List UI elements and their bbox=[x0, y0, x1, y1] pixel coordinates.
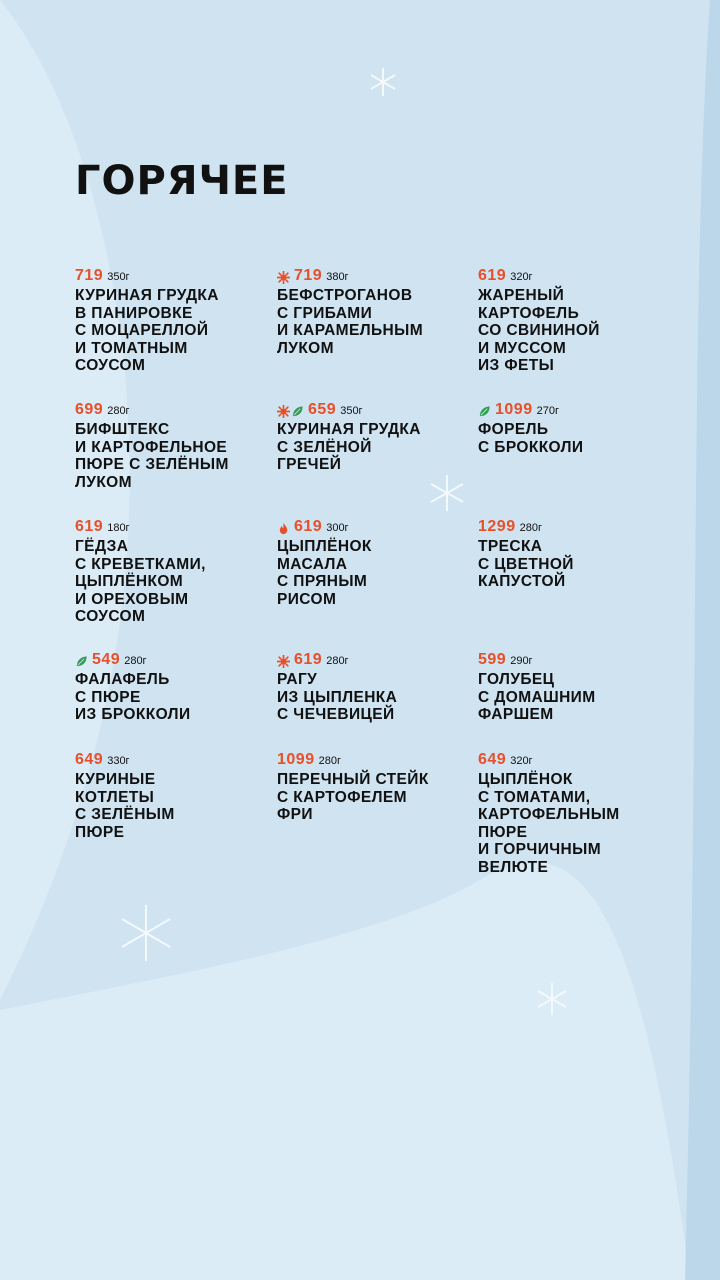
price: 649 bbox=[478, 751, 507, 768]
weight: 280г bbox=[519, 522, 542, 534]
weight: 320г bbox=[510, 271, 533, 283]
weight: 290г bbox=[510, 655, 533, 667]
price: 599 bbox=[478, 651, 507, 668]
leaf-icon bbox=[291, 405, 304, 418]
dish-name: ГОЛУБЕЦ С ДОМАШНИМ ФАРШЕМ bbox=[478, 671, 596, 724]
price: 719 bbox=[75, 267, 104, 284]
price: 619 bbox=[294, 518, 323, 535]
menu-item bbox=[75, 401, 265, 491]
price: 649 bbox=[75, 751, 104, 768]
leaf-icon bbox=[478, 405, 491, 418]
menu-item bbox=[277, 751, 467, 824]
dish-name: ФОРЕЛЬ С БРОККОЛИ bbox=[478, 421, 584, 456]
menu-item bbox=[75, 267, 265, 375]
weight: 280г bbox=[124, 655, 147, 667]
price: 719 bbox=[294, 267, 323, 284]
weight: 330г bbox=[107, 755, 130, 767]
dish-name: ФАЛАФЕЛЬ С ПЮРЕ ИЗ БРОККОЛИ bbox=[75, 671, 191, 724]
weight: 320г bbox=[510, 755, 533, 767]
weight: 300г bbox=[326, 522, 349, 534]
menu-item bbox=[478, 651, 668, 724]
weight: 280г bbox=[107, 405, 130, 417]
leaf-icon bbox=[75, 655, 88, 668]
dish-name: ТРЕСКА С ЦВЕТНОЙ КАПУСТОЙ bbox=[478, 538, 574, 591]
sun-icon bbox=[277, 405, 290, 418]
dish-name: РАГУ ИЗ ЦЫПЛЕНКА С ЧЕЧЕВИЦЕЙ bbox=[277, 671, 398, 724]
menu-item bbox=[277, 267, 467, 357]
menu-item bbox=[75, 518, 265, 626]
menu-item bbox=[75, 651, 265, 724]
bottom-light-wave bbox=[0, 862, 690, 1280]
diet-icons bbox=[277, 655, 290, 668]
snowflake-icon bbox=[431, 475, 463, 511]
flame-icon bbox=[277, 522, 290, 535]
menu-item bbox=[478, 267, 668, 375]
right-edge-band bbox=[685, 0, 720, 1280]
dish-name: КУРИНЫЕ КОТЛЕТЫ С ЗЕЛЁНЫМ ПЮРЕ bbox=[75, 771, 175, 841]
weight: 180г bbox=[107, 522, 130, 534]
dish-name: ЦЫПЛЁНОК С ТОМАТАМИ, КАРТОФЕЛЬНЫМ ПЮРЕ И ГОРЧИЧНЫМ ВЕЛЮТЕ bbox=[478, 771, 620, 876]
snowflake-icon bbox=[371, 68, 395, 96]
price: 619 bbox=[75, 518, 104, 535]
menu-item bbox=[277, 401, 467, 474]
weight: 270г bbox=[536, 405, 559, 417]
dish-name: ЖАРЕНЫЙ КАРТОФЕЛЬ СО СВИНИНОЙ И МУССОМ ИЗ ФЕТЫ bbox=[478, 287, 600, 375]
price: 699 bbox=[75, 401, 104, 418]
price: 1299 bbox=[478, 518, 516, 535]
sun-icon bbox=[277, 271, 290, 284]
price: 619 bbox=[478, 267, 507, 284]
weight: 380г bbox=[326, 271, 349, 283]
dish-name: ПЕРЕЧНЫЙ СТЕЙК С КАРТОФЕЛЕМ ФРИ bbox=[277, 771, 429, 824]
menu-item bbox=[277, 518, 467, 608]
dish-name: КУРИНАЯ ГРУДКА В ПАНИРОВКЕ С МОЦАРЕЛЛОЙ И ТОМАТНЫМ СОУСОМ bbox=[75, 287, 219, 375]
diet-icons bbox=[277, 271, 290, 284]
menu-item bbox=[478, 518, 668, 591]
page-title: ГОРЯЧЕЕ bbox=[75, 158, 289, 204]
left-light-wave bbox=[0, 0, 130, 1000]
weight: 280г bbox=[326, 655, 349, 667]
diet-icons bbox=[277, 522, 290, 535]
dish-name: КУРИНАЯ ГРУДКА С ЗЕЛЁНОЙ ГРЕЧЕЙ bbox=[277, 421, 421, 474]
weight: 280г bbox=[318, 755, 341, 767]
menu-item bbox=[478, 751, 668, 877]
weight: 350г bbox=[340, 405, 363, 417]
price: 659 bbox=[308, 401, 337, 418]
diet-icons bbox=[75, 655, 88, 668]
diet-icons bbox=[478, 405, 491, 418]
dish-name: ЦЫПЛЁНОК МАСАЛА С ПРЯНЫМ РИСОМ bbox=[277, 538, 372, 608]
menu-item bbox=[277, 651, 467, 724]
price: 549 bbox=[92, 651, 121, 668]
snowflake-icon bbox=[122, 905, 170, 961]
weight: 350г bbox=[107, 271, 130, 283]
sun-icon bbox=[277, 655, 290, 668]
price: 1099 bbox=[277, 751, 315, 768]
menu-item bbox=[478, 401, 668, 456]
dish-name: ГЁДЗА С КРЕВЕТКАМИ, ЦЫПЛЁНКОМ И ОРЕХОВЫМ СОУСОМ bbox=[75, 538, 206, 626]
dish-name: БИФШТЕКС И КАРТОФЕЛЬНОЕ ПЮРЕ С ЗЕЛЁНЫМ ЛУКОМ bbox=[75, 421, 229, 491]
diet-icons bbox=[277, 405, 304, 418]
menu-item bbox=[75, 751, 265, 841]
price: 1099 bbox=[495, 401, 533, 418]
dish-name: БЕФСТРОГАНОВ С ГРИБАМИ И КАРАМЕЛЬНЫМ ЛУКОМ bbox=[277, 287, 424, 357]
price: 619 bbox=[294, 651, 323, 668]
